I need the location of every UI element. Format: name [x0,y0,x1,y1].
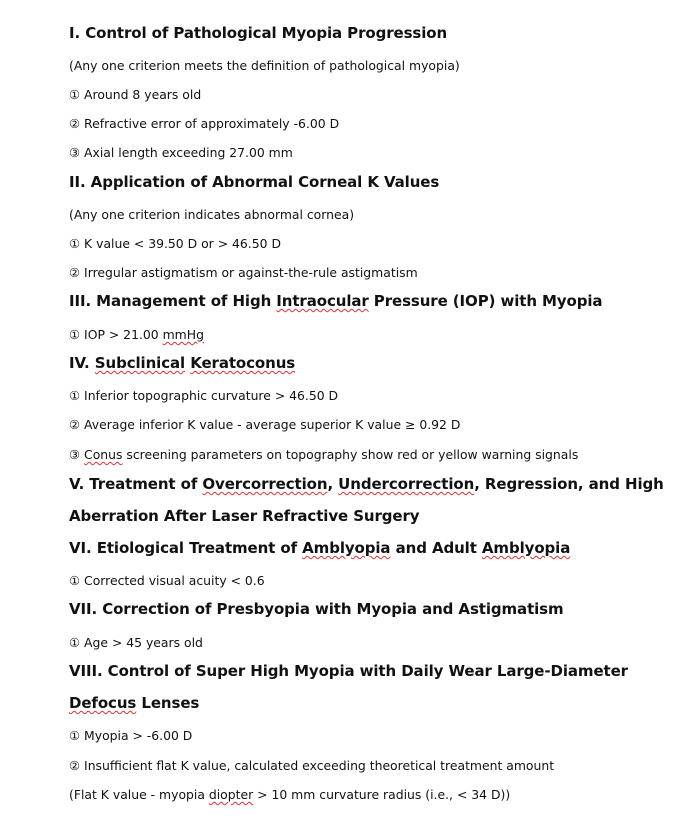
section-2-item-1: ① K value < 39.50 D or > 46.50 D [69,236,281,251]
spellcheck-word: Subclinical [94,354,186,372]
spellcheck-word: Undercorrection [338,475,475,493]
section-4-item-1: ① Inferior topographic curvature > 46.50 D [69,388,339,403]
section-1-item-2: ② Refractive error of approximately -6.00 D [69,116,340,131]
spellcheck-word: mmHg [162,327,204,342]
section-4-heading: IV. Subclinical Keratoconus [69,354,296,372]
spellcheck-word: Intraocular [276,292,369,310]
spellcheck-word: Conus [84,447,123,462]
section-1-item-3: ③ Axial length exceeding 27.00 mm [69,145,293,160]
section-6-item-1: ① Corrected visual acuity < 0.6 [69,573,265,588]
section-1-note: (Any one criterion meets the definition of pathological myopia) [69,58,460,73]
section-3-item-1: ① IOP > 21.00 mmHg [69,327,204,342]
spellcheck-word: diopter [208,787,254,802]
spellcheck-word: Keratoconus [190,354,296,372]
spellcheck-word: Amblyopia [302,539,391,557]
section-4-item-2: ② Average inferior K value - average superior K value ≥ 0.92 D [69,417,461,432]
section-3-heading: III. Management of High Intraocular Pressure (IOP) with Myopia [69,292,603,310]
section-2-heading: II. Application of Abnormal Corneal K Values [69,173,440,191]
section-5-heading-line-2: Aberration After Laser Refractive Surgery [69,507,420,525]
section-2-item-2: ② Irregular astigmatism or against-the-rule astigmatism [69,265,418,280]
section-8-heading-line-1: VIII. Control of Super High Myopia with Daily Wear Large-Diameter [69,662,628,680]
section-7-item-1: ① Age > 45 years old [69,635,203,650]
section-1-heading: I. Control of Pathological Myopia Progression [69,24,448,42]
spellcheck-word: Defocus [69,694,137,712]
section-8-item-1: ① Myopia > -6.00 D [69,728,193,743]
section-2-note: (Any one criterion indicates abnormal cornea) [69,207,355,222]
spellcheck-word: Amblyopia [481,539,571,557]
spellcheck-word: Overcorrection [202,475,328,493]
section-4-item-3: ③ Conus screening parameters on topography show red or yellow warning signals [69,447,579,462]
section-8-note: (Flat K value - myopia diopter > 10 mm curvature radius (i.e., < 34 D)) [69,787,511,802]
section-7-heading: VII. Correction of Presbyopia with Myopia and Astigmatism [69,600,564,618]
section-8-item-2: ② Insufficient flat K value, calculated exceeding theoretical treatment amount [69,758,555,773]
section-1-item-1: ① Around 8 years old [69,87,202,102]
section-5-heading-line-1: V. Treatment of Overcorrection, Undercorrection, Regression, and High [69,475,664,493]
section-8-heading-line-2: Defocus Lenses [69,694,200,712]
section-6-heading: VI. Etiological Treatment of Amblyopia and Adult Amblyopia [69,539,571,557]
